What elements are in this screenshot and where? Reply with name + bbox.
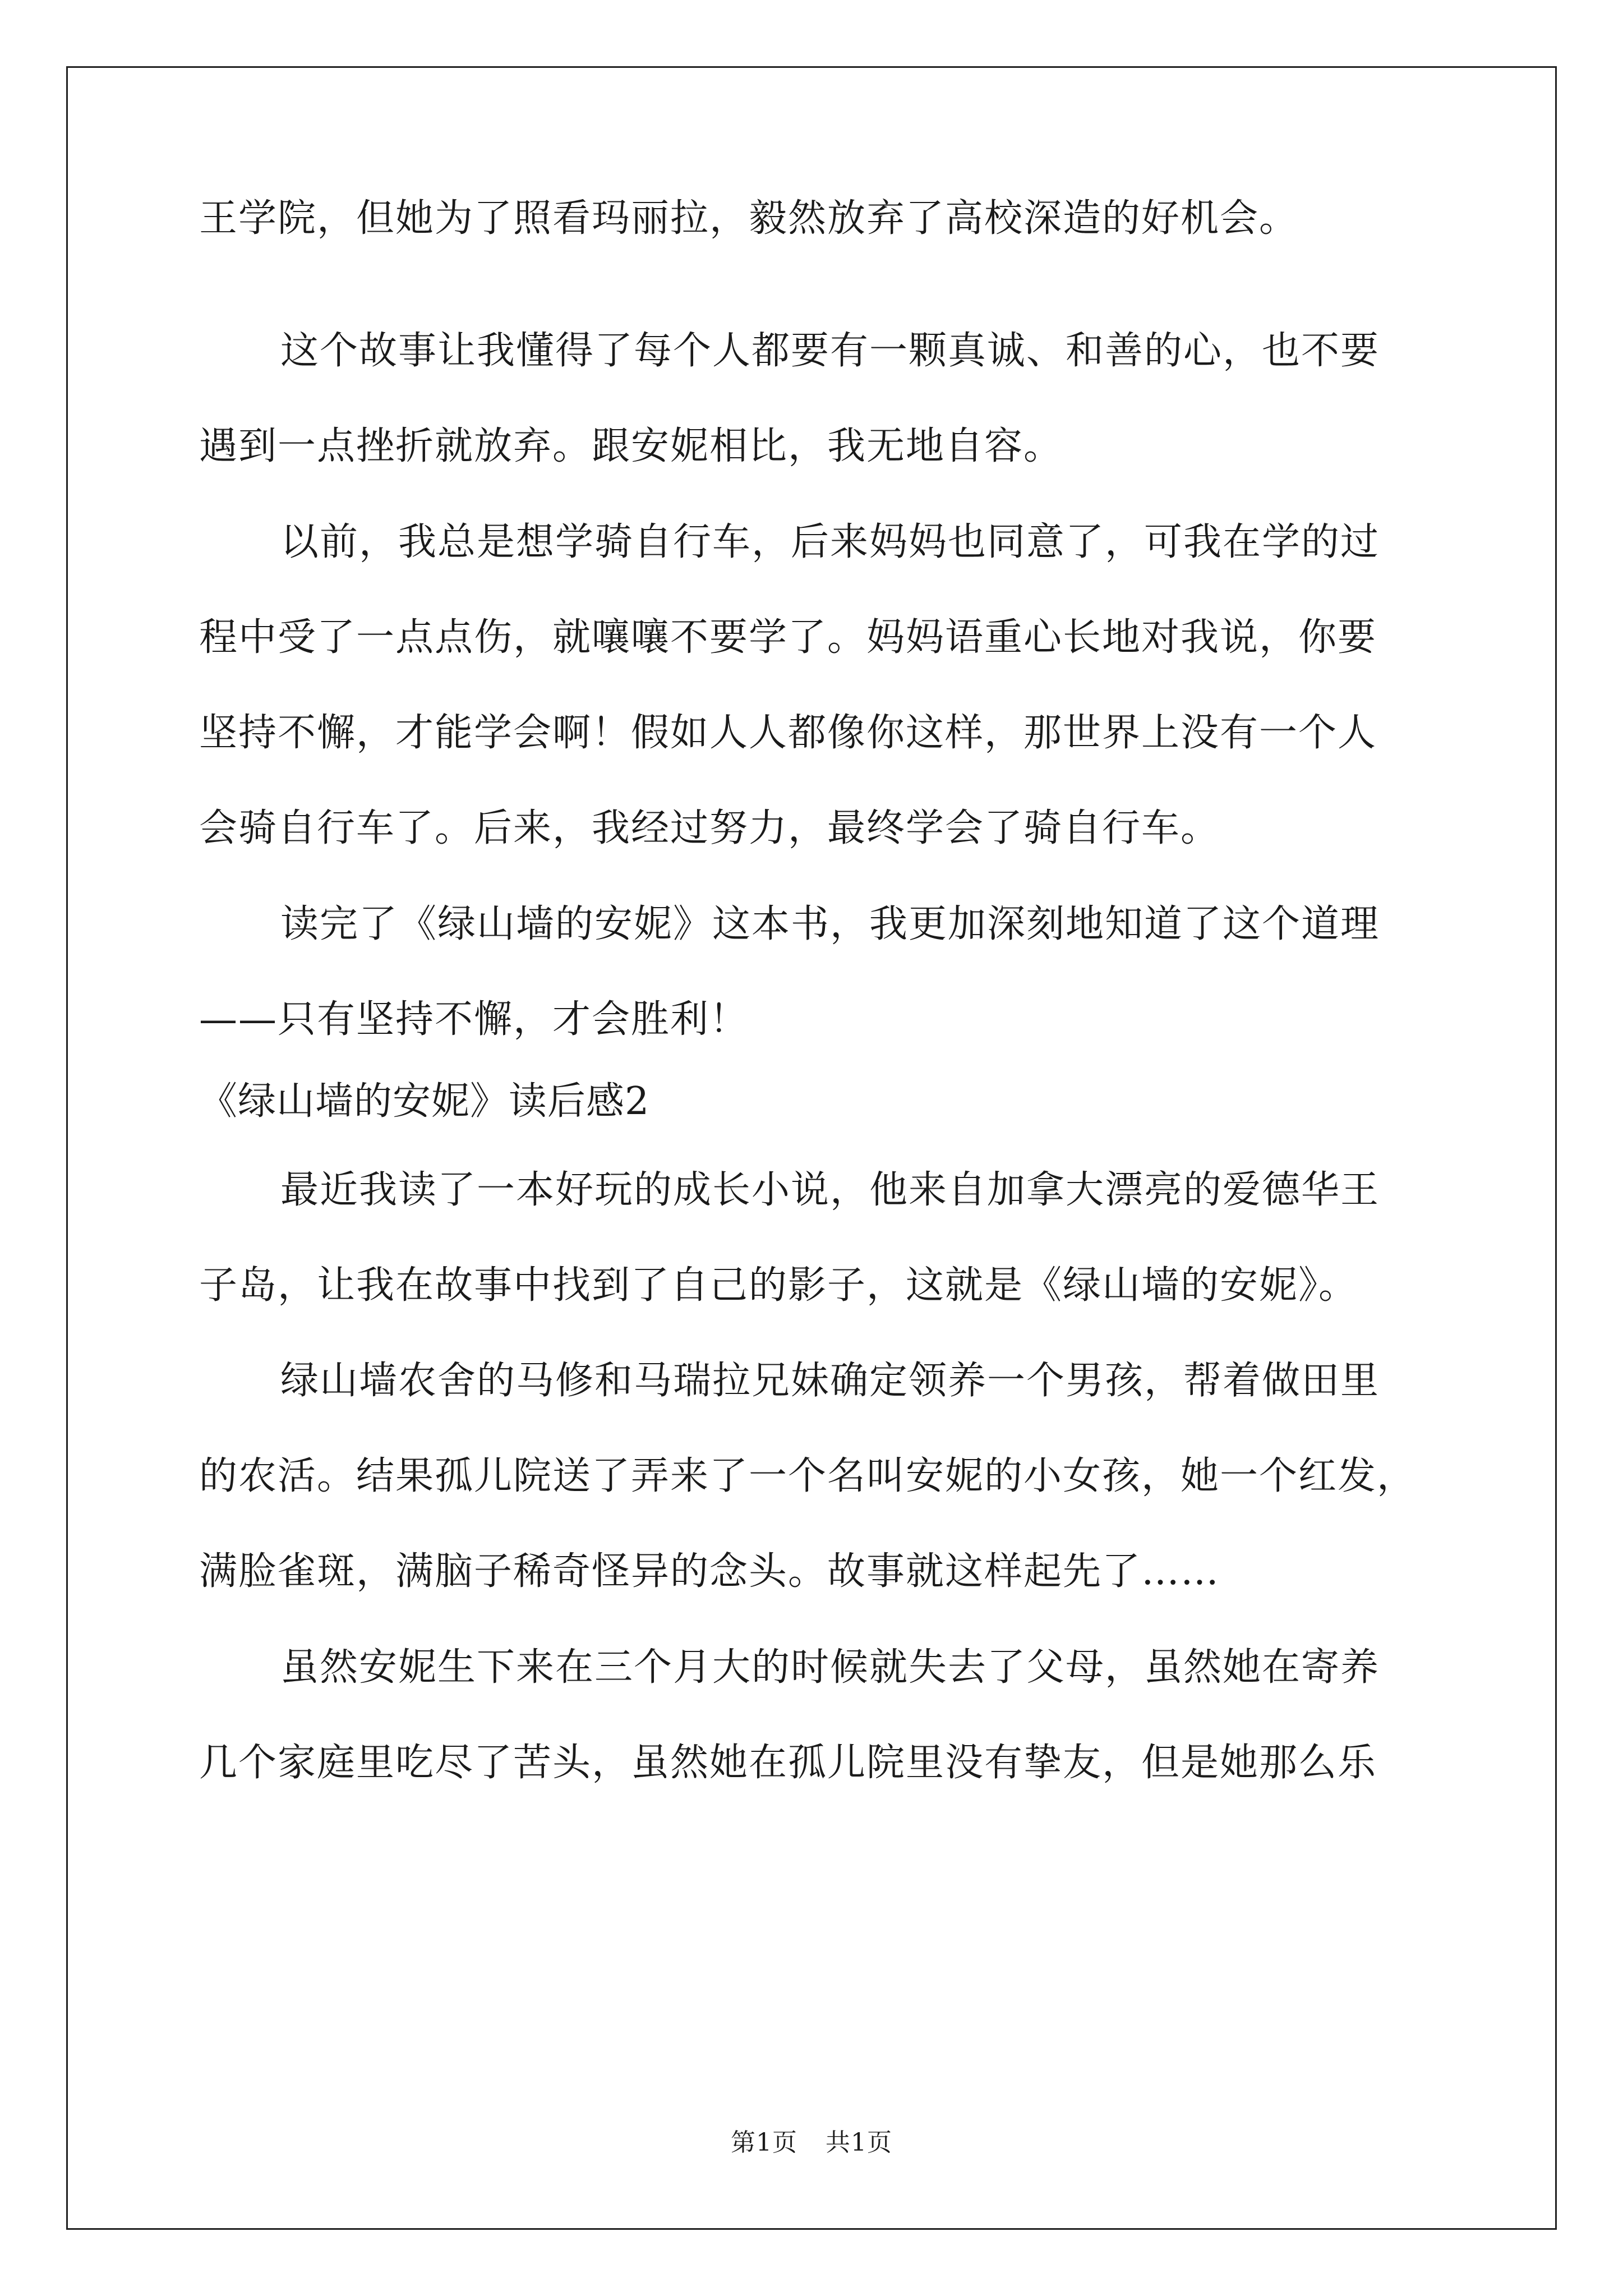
page-number: 第1页 (731, 2128, 797, 2157)
text-line-4: 以前，我总是想学骑自行车，后来妈妈也同意了，可我在学的过 (280, 520, 1380, 564)
text-line-13: 绿山墙农舍的马修和马瑞拉兄妹确定领养一个男孩，帮着做田里 (280, 1359, 1380, 1403)
page-footer (0, 2126, 1623, 2160)
page-total: 共1页 (826, 2128, 892, 2157)
text-line-6: 坚持不懈，才能学会啊！假如人人都像你这样，那世界上没有一个人 (199, 711, 1377, 755)
text-line-7: 会骑自行车了。后来，我经过努力，最终学会了骑自行车。 (199, 806, 1220, 850)
text-line-2: 这个故事让我懂得了每个人都要有一颗真诚、和善的心，也不要 (280, 329, 1380, 373)
text-line-3: 遇到一点挫折就放弃。跟安妮相比，我无地自容。 (199, 424, 1063, 468)
text-line-12: 子岛，让我在故事中找到了自己的影子，这就是《绿山墙的安妮》。 (199, 1263, 1358, 1308)
text-line-14: 的农活。结果孤儿院送了弄来了一个名叫安妮的小女孩，她一个红发， (199, 1454, 1417, 1498)
section-heading: 《绿山墙的安妮》读后感2 (199, 1079, 650, 1124)
text-line-9: ——只有坚持不懈，才会胜利！ (199, 997, 749, 1042)
text-line-15: 满脸雀斑，满脑子稀奇怪异的念头。故事就这样起先了…… (199, 1549, 1220, 1594)
text-line-8: 读完了《绿山墙的安妮》这本书，我更加深刻地知道了这个道理 (280, 902, 1380, 946)
text-line-16: 虽然安妮生下来在三个月大的时候就失去了父母，虽然她在寄养 (280, 1645, 1380, 1690)
text-line-5: 程中受了一点点伤，就嚷嚷不要学了。妈妈语重心长地对我说，你要 (199, 615, 1377, 660)
text-line-17: 几个家庭里吃尽了苦头，虽然她在孤儿院里没有挚友，但是她那么乐 (199, 1741, 1377, 1785)
text-line-1: 王学院，但她为了照看玛丽拉，毅然放弃了高校深造的好机会。 (199, 196, 1299, 241)
text-line-11: 最近我读了一本好玩的成长小说，他来自加拿大漂亮的爱德华王 (280, 1168, 1380, 1212)
page-border (66, 66, 1557, 2230)
